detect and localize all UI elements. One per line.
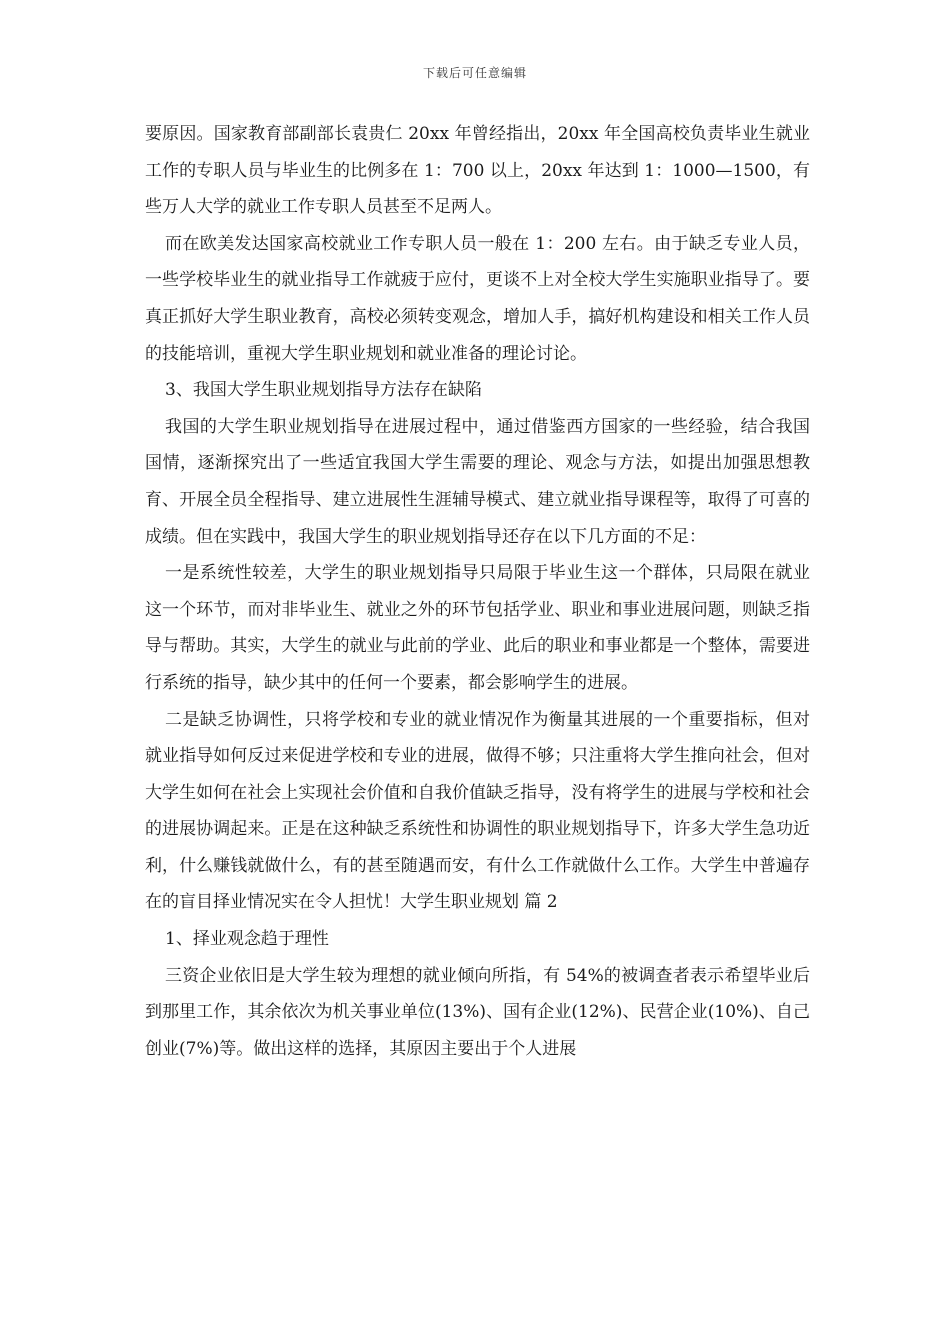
paragraph: 一是系统性较差，大学生的职业规划指导只局限于毕业生这一个群体，只局限在就业这一个环节，而对非毕业生、就业之外的环节包括学业、职业和事业进展问题，则缺乏指导与帮助。其实，大学生的就业与此前的学业、此后的职业和事业都是一个整体，需要进行系统的指导，缺少其中的任何一个要素，都会影响学生的进展。 bbox=[145, 563, 810, 693]
paragraph: 要原因。国家教育部副部长袁贵仁 20xx 年曾经指出，20xx 年全国高校负责毕业生就业工作的专职人员与毕业生的比例多在 1：700 以上，20xx 年达到 1：1000—1500，有些万人大学的就业工作专职人员甚至不足两人。 bbox=[145, 124, 810, 218]
section-heading: 1、择业观念趋于理性 bbox=[165, 929, 329, 950]
paragraph: 三资企业依旧是大学生较为理想的就业倾向所指，有 54%的被调查者表示希望毕业后到那里工作，其余依次为机关事业单位(13%)、国有企业(12%)、民营企业(10%)、自己创业(7%)等。做出这样的选择，其原因主要出于个人进展 bbox=[145, 965, 810, 1059]
paragraph: 而在欧美发达国家高校就业工作专职人员一般在 1：200 左右。由于缺乏专业人员，一些学校毕业生的就业指导工作就疲于应付，更谈不上对全校大学生实施职业指导了。要真正抓好大学生职业教育，高校必须转变观念，增加人手，搞好机构建设和相关工作人员的技能培训，重视大学生职业规划和就业准备的理论讨论。 bbox=[145, 233, 810, 364]
section-heading: 3、我国大学生职业规划指导方法存在缺陷 bbox=[165, 380, 482, 401]
paragraph: 我国的大学生职业规划指导在进展过程中，通过借鉴西方国家的一些经验，结合我国国情，逐渐探究出了一些适宜我国大学生需要的理论、观念与方法，如提出加强思想教育、开展全员全程指导、建立进展性生涯辅导模式、建立就业指导课程等，取得了可喜的成绩。但在实践中，我国大学生的职业规划指导还存在以下几方面的不足： bbox=[145, 416, 810, 547]
document-body bbox=[145, 116, 810, 1067]
paragraph: 二是缺乏协调性，只将学校和专业的就业情况作为衡量其进展的一个重要指标，但对就业指导如何反过来促进学校和专业的进展，做得不够；只注重将大学生推向社会，但对大学生如何在社会上实现社会价值和自我价值缺乏指导，没有将学生的进展与学校和社会的进展协调起来。正是在这种缺乏系统性和协调性的职业规划指导下，许多大学生急功近利，什么赚钱就做什么，有的甚至随遇而安，有什么工作就做什么工作。大学生中普遍存在的盲目择业情况实在令人担忧！大学生职业规划 篇 2 bbox=[145, 709, 810, 913]
header-note: 下载后可任意编辑 bbox=[422, 66, 527, 80]
